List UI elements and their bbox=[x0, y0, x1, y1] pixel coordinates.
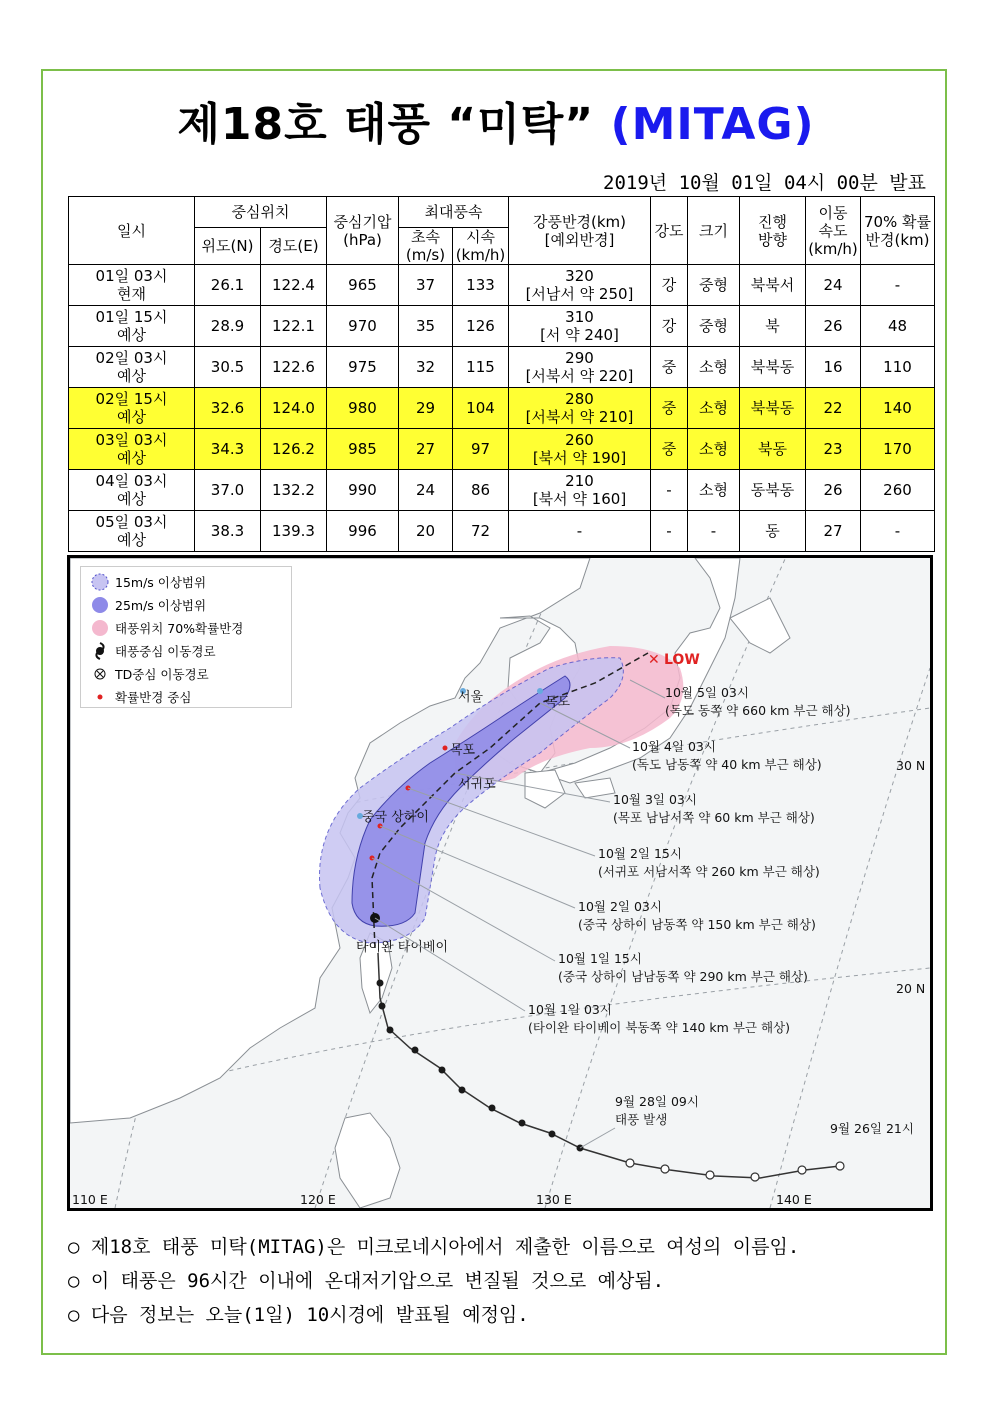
cell-ms: 35 bbox=[399, 306, 453, 347]
cell-speed: 24 bbox=[806, 265, 861, 306]
annotation-0926 bbox=[830, 1121, 914, 1136]
city-seogwipo: 서귀포 bbox=[458, 777, 496, 792]
city-dokdo: 독도 bbox=[545, 695, 571, 710]
issued-datetime: 2019년 10월 01일 04시 00분 발표 bbox=[603, 172, 926, 194]
cell-prob: 140 bbox=[861, 388, 935, 429]
td-point bbox=[798, 1166, 806, 1174]
title-english-name: (MITAG) bbox=[610, 99, 815, 150]
prob-center bbox=[443, 746, 448, 751]
cell-size: 소형 bbox=[688, 388, 740, 429]
city-shanghai: 중국 상하이 bbox=[362, 810, 429, 825]
header-lat: 위도(N) bbox=[195, 228, 261, 265]
svg-text:(중국 상하이 남남동쪽 약 290 km 부근 해상): (중국 상하이 남남동쪽 약 290 km 부근 해상) bbox=[558, 969, 808, 984]
legend-path: 태풍중심 이동경로 bbox=[89, 640, 216, 662]
cell-size: 소형 bbox=[688, 470, 740, 511]
svg-text:9월 28일 09시: 9월 28일 09시 bbox=[615, 1094, 699, 1109]
header-pressure: 중심기압 (hPa) bbox=[327, 197, 399, 265]
cell-kmh: 126 bbox=[453, 306, 509, 347]
cell-size: 소형 bbox=[688, 347, 740, 388]
header-center: 중심위치 bbox=[195, 197, 327, 228]
cell-pressure: 980 bbox=[327, 388, 399, 429]
header-intensity: 강도 bbox=[651, 197, 688, 265]
city-marker-dokdo bbox=[537, 688, 543, 694]
track-point bbox=[519, 1120, 526, 1127]
legend-prob-center: 확률반경 중심 bbox=[89, 686, 191, 708]
td-point bbox=[751, 1173, 759, 1181]
header-direction: 진행 방향 bbox=[740, 197, 806, 265]
cell-radius: 280 [서북서 약 210] bbox=[509, 388, 651, 429]
cell-prob: - bbox=[861, 265, 935, 306]
cell-lat: 28.9 bbox=[195, 306, 261, 347]
cell-lat: 30.5 bbox=[195, 347, 261, 388]
header-kmh: 시속 (km/h) bbox=[453, 228, 509, 265]
header-prob-radius: 70% 확률 반경(km) bbox=[861, 197, 935, 265]
legend-td: TD중심 이동경로 bbox=[89, 663, 209, 685]
cell-intensity: - bbox=[651, 470, 688, 511]
svg-text:(서귀포 서남서쪽 약 260 km 부근 해상): (서귀포 서남서쪽 약 260 km 부근 해상) bbox=[598, 864, 820, 879]
cell-intensity: 중 bbox=[651, 388, 688, 429]
track-point bbox=[439, 1067, 446, 1074]
track-point bbox=[377, 980, 384, 987]
cell-lat: 34.3 bbox=[195, 429, 261, 470]
city-mokpo: 목포 bbox=[450, 743, 476, 758]
header-lon: 경도(E) bbox=[261, 228, 327, 265]
typhoon-track-map bbox=[67, 555, 933, 1211]
td-symbol-icon bbox=[89, 664, 111, 684]
cell-kmh: 104 bbox=[453, 388, 509, 429]
cell-direction: 동 bbox=[740, 511, 806, 552]
axis-lat-20: 20 N bbox=[896, 981, 926, 996]
cell-lat: 26.1 bbox=[195, 265, 261, 306]
cell-speed: 23 bbox=[806, 429, 861, 470]
svg-text:(독도 동쪽 약 660 km 부근 해상): (독도 동쪽 약 660 km 부근 해상) bbox=[665, 703, 851, 718]
cell-prob: 170 bbox=[861, 429, 935, 470]
cell-pressure: 996 bbox=[327, 511, 399, 552]
cell-radius: 310 [서 약 240] bbox=[509, 306, 651, 347]
cell-size: 중형 bbox=[688, 265, 740, 306]
cell-speed: 22 bbox=[806, 388, 861, 429]
cell-kmh: 72 bbox=[453, 511, 509, 552]
cell-ms: 32 bbox=[399, 347, 453, 388]
track-point bbox=[387, 1027, 394, 1034]
cell-speed: 27 bbox=[806, 511, 861, 552]
track-point bbox=[549, 1131, 556, 1138]
cell-direction: 북 bbox=[740, 306, 806, 347]
cell-kmh: 133 bbox=[453, 265, 509, 306]
cell-pressure: 990 bbox=[327, 470, 399, 511]
cell-direction: 북북동 bbox=[740, 347, 806, 388]
track-point bbox=[459, 1087, 466, 1094]
legend-70prob: 태풍위치 70%확률반경 bbox=[89, 617, 243, 639]
cell-pressure: 975 bbox=[327, 347, 399, 388]
prob-center-icon bbox=[89, 687, 111, 707]
svg-text:(타이완 타이베이 북동쪽 약 140 km 부근 해상): (타이완 타이베이 북동쪽 약 140 km 부근 해상) bbox=[528, 1020, 790, 1035]
svg-text:(목포 남남서쪽 약 60 km 부근 해상): (목포 남남서쪽 약 60 km 부근 해상) bbox=[613, 810, 815, 825]
cell-time: 04일 03시 예상 bbox=[69, 470, 195, 511]
cell-lon: 122.1 bbox=[261, 306, 327, 347]
typhoon-symbol-icon bbox=[89, 641, 111, 661]
cell-ms: 24 bbox=[399, 470, 453, 511]
cell-prob: 110 bbox=[861, 347, 935, 388]
cell-radius: 210 [북서 약 160] bbox=[509, 470, 651, 511]
cell-ms: 27 bbox=[399, 429, 453, 470]
track-point bbox=[489, 1105, 496, 1112]
cell-speed: 26 bbox=[806, 470, 861, 511]
notes bbox=[68, 1230, 799, 1332]
cell-radius: 290 [서북서 약 220] bbox=[509, 347, 651, 388]
cell-kmh: 115 bbox=[453, 347, 509, 388]
cell-radius: - bbox=[509, 511, 651, 552]
map-legend bbox=[80, 566, 292, 708]
svg-text:10월 1일 03시: 10월 1일 03시 bbox=[528, 1002, 612, 1017]
page-title bbox=[0, 88, 992, 152]
cell-prob: 260 bbox=[861, 470, 935, 511]
cell-lat: 38.3 bbox=[195, 511, 261, 552]
cell-intensity: 중 bbox=[651, 347, 688, 388]
svg-text:10월 5일 03시: 10월 5일 03시 bbox=[665, 685, 749, 700]
table-row bbox=[69, 306, 935, 347]
axis-lon-140: 140 E bbox=[776, 1192, 812, 1207]
header-datetime: 일시 bbox=[69, 197, 195, 265]
cell-size: - bbox=[688, 511, 740, 552]
cell-intensity: 중 bbox=[651, 429, 688, 470]
cell-speed: 16 bbox=[806, 347, 861, 388]
svg-text:태풍 발생: 태풍 발생 bbox=[615, 1112, 668, 1127]
note-3: ○ 다음 정보는 오늘(1일) 10시경에 발표될 예정임. bbox=[68, 1304, 529, 1326]
cell-lon: 126.2 bbox=[261, 429, 327, 470]
table-row bbox=[69, 511, 935, 552]
cell-direction: 북북서 bbox=[740, 265, 806, 306]
track-point bbox=[412, 1047, 419, 1054]
cell-lon: 139.3 bbox=[261, 511, 327, 552]
cell-kmh: 86 bbox=[453, 470, 509, 511]
cell-intensity: - bbox=[651, 511, 688, 552]
cell-radius: 320 [서남서 약 250] bbox=[509, 265, 651, 306]
svg-text:10월 3일 03시: 10월 3일 03시 bbox=[613, 792, 697, 807]
cell-pressure: 985 bbox=[327, 429, 399, 470]
cell-ms: 20 bbox=[399, 511, 453, 552]
table-row bbox=[69, 265, 935, 306]
cell-radius: 260 [북서 약 190] bbox=[509, 429, 651, 470]
axis-lon-120: 120 E bbox=[300, 1192, 336, 1207]
header-size: 크기 bbox=[688, 197, 740, 265]
svg-text:(독도 남동쪽 약 40 km 부근 해상): (독도 남동쪽 약 40 km 부근 해상) bbox=[632, 757, 822, 772]
axis-lon-130: 130 E bbox=[536, 1192, 572, 1207]
low-x-icon: ✕ bbox=[648, 652, 660, 668]
cell-intensity: 강 bbox=[651, 265, 688, 306]
cell-time: 02일 03시 예상 bbox=[69, 347, 195, 388]
cell-pressure: 970 bbox=[327, 306, 399, 347]
cell-time: 01일 03시 현재 bbox=[69, 265, 195, 306]
cell-lat: 37.0 bbox=[195, 470, 261, 511]
cell-size: 중형 bbox=[688, 306, 740, 347]
cell-time: 05일 03시 예상 bbox=[69, 511, 195, 552]
table-row bbox=[69, 347, 935, 388]
cell-kmh: 97 bbox=[453, 429, 509, 470]
cell-pressure: 965 bbox=[327, 265, 399, 306]
header-radius: 강풍반경(km) [예외반경] bbox=[509, 197, 651, 265]
forecast-table bbox=[68, 196, 935, 552]
cell-intensity: 강 bbox=[651, 306, 688, 347]
cell-lon: 124.0 bbox=[261, 388, 327, 429]
table-row-highlighted bbox=[69, 388, 935, 429]
cell-time: 01일 15시 예상 bbox=[69, 306, 195, 347]
svg-text:10월 1일 15시: 10월 1일 15시 bbox=[558, 951, 642, 966]
legend-15ms: 15m/s 이상범위 bbox=[89, 571, 206, 593]
cell-direction: 북북동 bbox=[740, 388, 806, 429]
cell-speed: 26 bbox=[806, 306, 861, 347]
svg-text:10월 2일 03시: 10월 2일 03시 bbox=[578, 899, 662, 914]
header-ms: 초속 (m/s) bbox=[399, 228, 453, 265]
cell-direction: 동북동 bbox=[740, 470, 806, 511]
cell-prob: 48 bbox=[861, 306, 935, 347]
note-1: ○ 제18호 태풍 미탁(MITAG)은 미크로네시아에서 제출한 이름으로 여성의 이름임. bbox=[68, 1236, 800, 1258]
low-label: LOW bbox=[664, 652, 700, 668]
cell-time: 03일 03시 예상 bbox=[69, 429, 195, 470]
cell-prob: - bbox=[861, 511, 935, 552]
cell-lon: 122.6 bbox=[261, 347, 327, 388]
cell-time: 02일 15시 예상 bbox=[69, 388, 195, 429]
svg-text:10월 4일 03시: 10월 4일 03시 bbox=[632, 739, 716, 754]
td-point bbox=[661, 1165, 669, 1173]
td-point bbox=[706, 1171, 714, 1179]
cell-ms: 29 bbox=[399, 388, 453, 429]
axis-lat-30: 30 N bbox=[896, 758, 926, 773]
axis-lon-110: 110 E bbox=[72, 1192, 108, 1207]
header-maxwind: 최대풍속 bbox=[399, 197, 509, 228]
title-main: 제18호 태풍 “미탁” bbox=[177, 99, 595, 150]
cell-lon: 132.2 bbox=[261, 470, 327, 511]
svg-text:9월 26일 21시: 9월 26일 21시 bbox=[830, 1121, 914, 1136]
td-point bbox=[626, 1159, 634, 1167]
td-point bbox=[836, 1162, 844, 1170]
track-point bbox=[379, 1003, 386, 1010]
legend-25ms: 25m/s 이상범위 bbox=[89, 594, 206, 616]
cell-ms: 37 bbox=[399, 265, 453, 306]
svg-text:(중국 상하이 남동쪽 약 150 km 부근 해상): (중국 상하이 남동쪽 약 150 km 부근 해상) bbox=[578, 917, 816, 932]
cell-direction: 북동 bbox=[740, 429, 806, 470]
city-taipei: 타이완 타이베이 bbox=[356, 940, 449, 955]
cell-lat: 32.6 bbox=[195, 388, 261, 429]
table-row bbox=[69, 470, 935, 511]
header-speed: 이동 속도 (km/h) bbox=[806, 197, 861, 265]
cell-lon: 122.4 bbox=[261, 265, 327, 306]
table-row-highlighted bbox=[69, 429, 935, 470]
note-2: ○ 이 태풍은 96시간 이내에 온대저기압으로 변질될 것으로 예상됨. bbox=[68, 1270, 665, 1292]
svg-text:10월 2일 15시: 10월 2일 15시 bbox=[598, 846, 682, 861]
city-seoul: 서울 bbox=[458, 690, 484, 705]
cell-size: 소형 bbox=[688, 429, 740, 470]
